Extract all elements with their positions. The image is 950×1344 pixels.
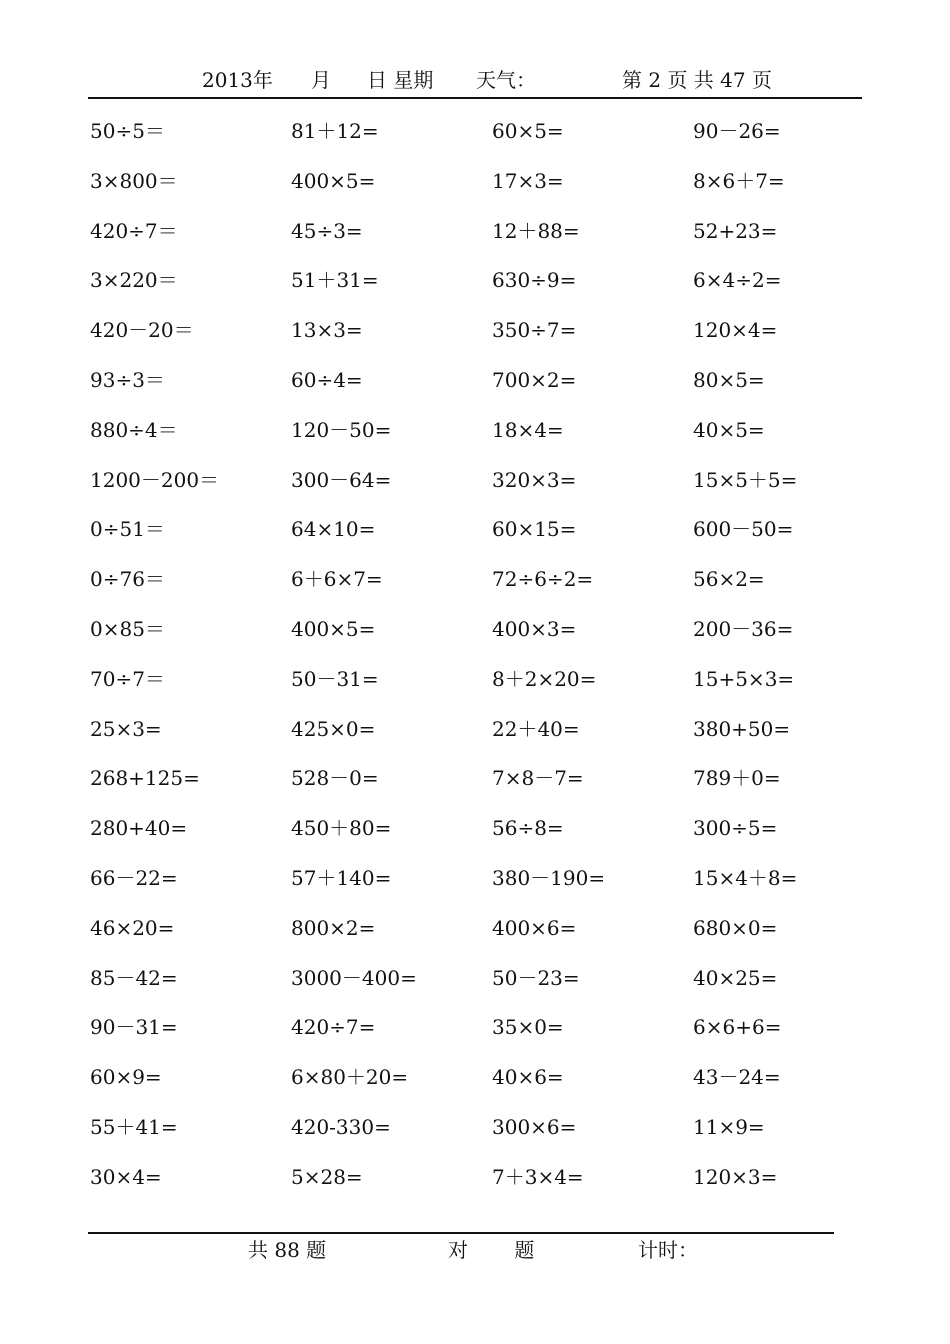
problem-item: 56÷8= bbox=[492, 816, 564, 841]
problem-item: 55＋41= bbox=[90, 1114, 178, 1139]
problem-row bbox=[90, 116, 890, 166]
problem-item: 81＋12= bbox=[291, 119, 379, 143]
problem-item: 630÷9= bbox=[492, 268, 577, 293]
problem-item: 50－23= bbox=[492, 965, 580, 990]
problem-row bbox=[90, 1162, 890, 1212]
problem-item: 50÷5＝ bbox=[90, 119, 165, 143]
problem-row bbox=[90, 1012, 890, 1062]
header-rule bbox=[88, 97, 862, 99]
problem-item: 0÷51＝ bbox=[90, 517, 165, 542]
problem-item: 57＋140= bbox=[291, 865, 392, 890]
header-year: 2013年 bbox=[202, 68, 273, 92]
problem-item: 268+125= bbox=[90, 766, 200, 791]
problem-row bbox=[90, 1062, 890, 1112]
problem-item: 600－50= bbox=[693, 517, 794, 542]
problem-item: 40×25= bbox=[693, 965, 778, 990]
problem-item: 450＋80= bbox=[291, 816, 392, 841]
problem-item: 30×4= bbox=[90, 1164, 162, 1189]
problem-item: 18×4= bbox=[492, 417, 564, 442]
problem-item: 700×2= bbox=[492, 367, 577, 392]
problem-item: 56×2= bbox=[693, 567, 765, 592]
problem-item: 64×10= bbox=[291, 517, 376, 542]
problem-item: 0÷76＝ bbox=[90, 567, 165, 592]
problem-item: 528－0= bbox=[291, 766, 379, 791]
problem-item: 1200－200＝ bbox=[90, 467, 220, 492]
problem-row bbox=[90, 365, 890, 415]
problem-row bbox=[90, 514, 890, 564]
problem-item: 15+5×3= bbox=[693, 666, 795, 691]
problem-item: 789＋0= bbox=[693, 766, 781, 791]
problem-item: 120－50= bbox=[291, 417, 392, 442]
problem-item: 15×4＋8= bbox=[693, 865, 798, 890]
problem-row bbox=[90, 664, 890, 714]
problem-item: 6×80＋20= bbox=[291, 1065, 409, 1090]
problem-item: 25×3= bbox=[90, 716, 162, 741]
problem-item: 11×9= bbox=[693, 1114, 765, 1139]
problem-item: 60×15= bbox=[492, 517, 577, 542]
problem-item: 425×0= bbox=[291, 716, 376, 741]
problem-item: 3000－400= bbox=[291, 965, 417, 990]
problem-item: 120×4= bbox=[693, 318, 778, 343]
problem-item: 200－36= bbox=[693, 616, 794, 641]
problem-item: 60×5= bbox=[492, 119, 564, 143]
problem-item: 300×6= bbox=[492, 1114, 577, 1139]
footer-total: 共 88 题 bbox=[248, 1238, 327, 1262]
problem-row bbox=[90, 415, 890, 465]
problem-item: 400×5= bbox=[291, 616, 376, 641]
problem-item: 350÷7= bbox=[492, 318, 577, 343]
problem-row bbox=[90, 465, 890, 515]
problem-item: 6＋6×7= bbox=[291, 567, 383, 592]
problem-item: 380－190= bbox=[492, 865, 606, 890]
problem-row bbox=[90, 564, 890, 614]
problem-item: 90－31= bbox=[90, 1015, 178, 1040]
page-header bbox=[0, 64, 950, 94]
problem-item: 93÷3＝ bbox=[90, 367, 165, 392]
problem-row bbox=[90, 763, 890, 813]
problem-item: 45÷3= bbox=[291, 218, 363, 243]
problem-item: 880÷4＝ bbox=[90, 417, 178, 442]
problem-item: 120×3= bbox=[693, 1164, 778, 1189]
problem-item: 35×0= bbox=[492, 1015, 564, 1040]
problem-item: 400×5= bbox=[291, 168, 376, 193]
problem-item: 420÷7= bbox=[291, 1015, 376, 1040]
problem-item: 72÷6÷2= bbox=[492, 567, 594, 592]
problem-item: 50－31= bbox=[291, 666, 379, 691]
problem-item: 22＋40= bbox=[492, 716, 580, 741]
problem-row bbox=[90, 913, 890, 963]
problem-item: 400×6= bbox=[492, 915, 577, 940]
problem-item: 52+23= bbox=[693, 218, 778, 243]
problem-row bbox=[90, 166, 890, 216]
problem-row bbox=[90, 1112, 890, 1162]
problem-item: 40×6= bbox=[492, 1065, 564, 1090]
problem-grid bbox=[90, 116, 890, 1212]
problem-item: 300÷5= bbox=[693, 816, 778, 841]
problem-item: 40×5= bbox=[693, 417, 765, 442]
header-day-weekday: 日 星期 bbox=[367, 68, 434, 92]
problem-row bbox=[90, 813, 890, 863]
problem-item: 5×28= bbox=[291, 1164, 363, 1189]
header-page-count: 第 2 页 共 47 页 bbox=[622, 68, 772, 92]
header-weather: 天气： bbox=[476, 68, 536, 92]
problem-item: 15×5＋5= bbox=[693, 467, 798, 492]
problem-item: 680×0= bbox=[693, 915, 778, 940]
problem-item: 85－42= bbox=[90, 965, 178, 990]
problem-item: 80×5= bbox=[693, 367, 765, 392]
problem-row bbox=[90, 863, 890, 913]
problem-item: 420－20＝ bbox=[90, 318, 194, 343]
problem-row bbox=[90, 963, 890, 1013]
problem-item: 12＋88= bbox=[492, 218, 580, 243]
footer-correct: 对 题 bbox=[448, 1238, 535, 1262]
problem-item: 13×3= bbox=[291, 318, 363, 343]
problem-item: 6×6+6= bbox=[693, 1015, 782, 1040]
problem-item: 60×9= bbox=[90, 1065, 162, 1090]
problem-item: 400×3= bbox=[492, 616, 577, 641]
problem-item: 300－64= bbox=[291, 467, 392, 492]
problem-row bbox=[90, 216, 890, 266]
problem-item: 3×220＝ bbox=[90, 268, 178, 293]
problem-item: 66－22= bbox=[90, 865, 178, 890]
problem-item: 0×85＝ bbox=[90, 616, 165, 641]
problem-row bbox=[90, 315, 890, 365]
problem-item: 800×2= bbox=[291, 915, 376, 940]
problem-item: 60÷4= bbox=[291, 367, 363, 392]
problem-item: 46×20= bbox=[90, 915, 175, 940]
problem-item: 380+50= bbox=[693, 716, 791, 741]
header-month: 月 bbox=[311, 68, 331, 92]
problem-item: 3×800＝ bbox=[90, 168, 178, 193]
problem-item: 8＋2×20= bbox=[492, 666, 597, 691]
problem-item: 17×3= bbox=[492, 168, 564, 193]
problem-item: 7＋3×4= bbox=[492, 1164, 584, 1189]
problem-item: 70÷7＝ bbox=[90, 666, 165, 691]
problem-row bbox=[90, 714, 890, 764]
problem-row bbox=[90, 614, 890, 664]
page-footer bbox=[0, 1232, 950, 1262]
problem-item: 7×8－7= bbox=[492, 766, 584, 791]
problem-item: 420-330= bbox=[291, 1114, 391, 1139]
problem-row bbox=[90, 265, 890, 315]
problem-item: 90－26= bbox=[693, 119, 781, 143]
problem-item: 6×4÷2= bbox=[693, 268, 782, 293]
problem-item: 280+40= bbox=[90, 816, 188, 841]
problem-item: 43－24= bbox=[693, 1065, 781, 1090]
problem-item: 320×3= bbox=[492, 467, 577, 492]
problem-item: 51＋31= bbox=[291, 268, 379, 293]
footer-timer: 计时： bbox=[638, 1238, 698, 1262]
problem-item: 8×6＋7= bbox=[693, 168, 785, 193]
problem-item: 420÷7＝ bbox=[90, 218, 178, 243]
